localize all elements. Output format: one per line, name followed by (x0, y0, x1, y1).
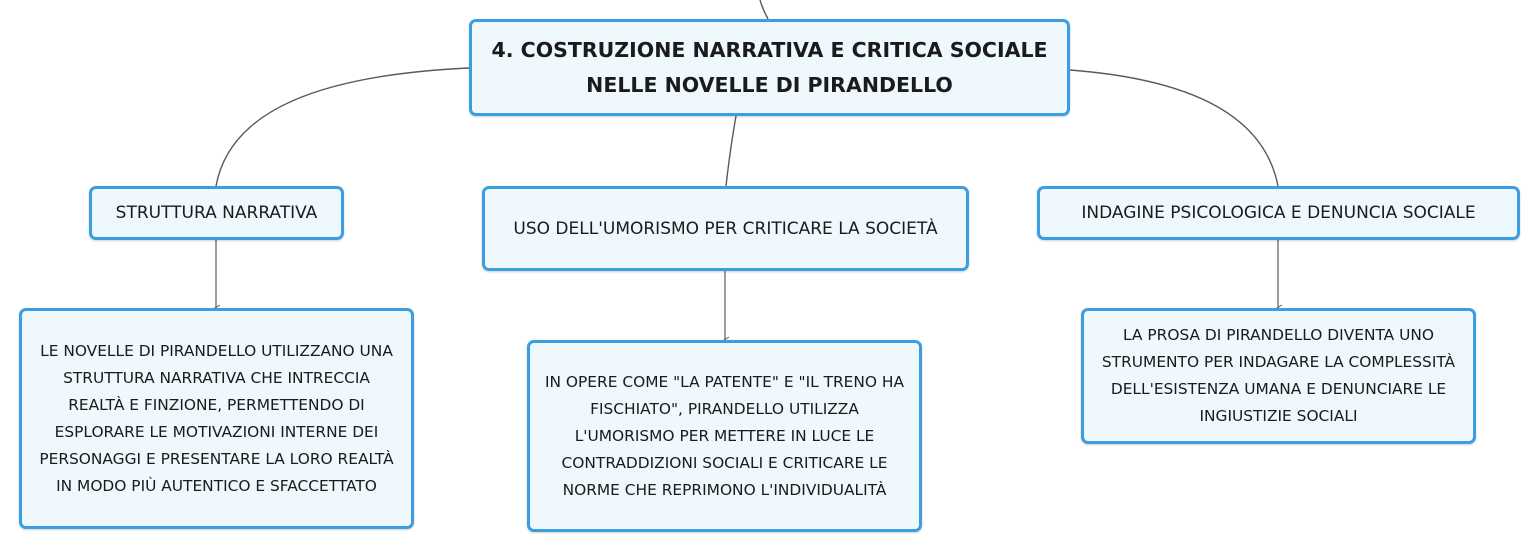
detail-line: STRUTTURA NARRATIVA CHE INTRECCIA (63, 368, 370, 387)
detail-line: L'UMORISMO PER METTERE IN LUCE LE (574, 426, 875, 445)
detail-node-indagine-psicologica[interactable] (1081, 308, 1476, 444)
topic-label: STRUTTURA NARRATIVA (115, 203, 318, 223)
detail-line: STRUMENTO PER INDAGARE LA COMPLESSITÀ (1101, 353, 1456, 371)
detail-line: PERSONAGGI E PRESENTARE LA LORO REALTÀ (39, 449, 394, 468)
connector-parent-to-root (760, 0, 768, 19)
detail-line: INGIUSTIZIE SOCIALI (1199, 407, 1358, 425)
connector-root-to-topic-3 (1070, 70, 1278, 186)
detail-line: IN OPERE COME "LA PATENTE" E "IL TRENO HA (544, 372, 905, 391)
topic-node-struttura-narrativa[interactable] (89, 186, 344, 240)
detail-line: CONTRADDIZIONI SOCIALI E CRITICARE LE (561, 453, 888, 472)
detail-line: FISCHIATO", PIRANDELLO UTILIZZA (590, 399, 859, 418)
central-topic-node[interactable] (469, 19, 1070, 116)
detail-text (545, 369, 904, 504)
topic-label: INDAGINE PSICOLOGICA E DENUNCIA SOCIALE (1081, 203, 1476, 223)
topic-node-umorismo[interactable] (482, 186, 969, 271)
connector-root-to-topic-2 (726, 116, 736, 186)
detail-text (1102, 322, 1455, 430)
central-topic-line: NELLE NOVELLE DI PIRANDELLO (586, 72, 953, 97)
detail-line: LA PROSA DI PIRANDELLO DIVENTA UNO (1123, 326, 1434, 344)
central-topic-title (491, 33, 1047, 103)
detail-node-struttura-narrativa[interactable] (19, 308, 414, 529)
detail-line: REALTÀ E FINZIONE, PERMETTENDO DI (68, 395, 365, 414)
detail-node-umorismo[interactable] (527, 340, 922, 532)
detail-line: NORME CHE REPRIMONO L'INDIVIDUALITÀ (562, 480, 887, 499)
detail-line: DELL'ESISTENZA UMANA E DENUNCIARE LE (1110, 380, 1447, 398)
topic-label: USO DELL'UMORISMO PER CRITICARE LA SOCIETÀ (513, 218, 938, 239)
central-topic-line: 4. COSTRUZIONE NARRATIVA E CRITICA SOCIALE (491, 37, 1048, 62)
detail-text (39, 338, 393, 500)
detail-line: LE NOVELLE DI PIRANDELLO UTILIZZANO UNA (40, 341, 393, 360)
connector-root-to-topic-1 (216, 68, 469, 186)
topic-node-indagine-psicologica[interactable] (1037, 186, 1520, 240)
detail-line: ESPLORARE LE MOTIVAZIONI INTERNE DEI (54, 422, 379, 441)
detail-line: IN MODO PIÙ AUTENTICO E SFACCETTATO (56, 476, 377, 495)
